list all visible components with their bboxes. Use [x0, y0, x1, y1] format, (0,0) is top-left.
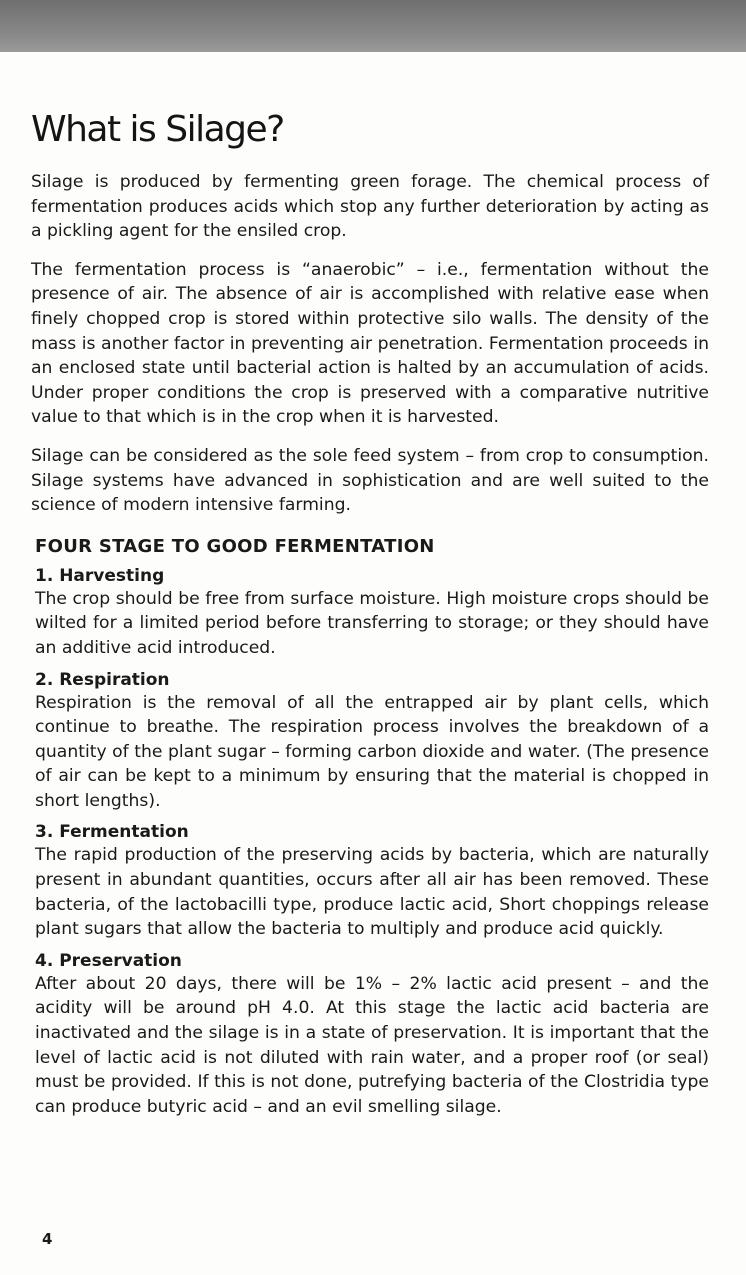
section-heading: FOUR STAGE TO GOOD FERMENTATION	[35, 535, 435, 557]
top-edge-band	[0, 0, 746, 52]
stage-heading: 1. Harvesting	[35, 565, 165, 586]
document-page	[31, 104, 709, 1127]
intro-paragraph-1: Silage is produced by fermenting green forage. The chemical process of fermentation produces acids which stop any further deterioration by acting as a pickling agent for the ensiled crop.	[31, 172, 709, 242]
stage-heading: 3. Fermentation	[35, 822, 189, 843]
stage-heading: 2. Respiration	[35, 669, 170, 690]
stage-text: The crop should be free from surface moisture. High moisture crops should be wilted for a limited period before transferring to storage; or they should have an additive acid introduced.	[35, 588, 709, 658]
stage-text: After about 20 days, there will be 1% – 2% lactic acid present – and the acidity will be around pH 4.0. At this stage the lactic acid bacteria are inactivated and the silage is in a state of preservation. It is important that the level of lactic acid is not diluted with rain water, and a proper roof (or seal) must be provided. If this is not done, putrefying bacteria of the Clostridia type can produce butyric acid – and an evil smelling silage.	[35, 973, 709, 1117]
stage-heading: 4. Preservation	[35, 950, 182, 971]
stage-text: Respiration is the removal of all the entrapped air by plant cells, which continue to breathe. The respiration process involves the breakdown of a quantity of the plant sugar – forming carbon dioxide and water. (The presence of air can be kept to a minimum by ensuring that the material is chopped in short lengths).	[35, 692, 709, 811]
stage-fermentation	[35, 821, 709, 941]
stage-harvesting	[35, 565, 709, 661]
page-title: What is Silage?	[31, 109, 284, 150]
stage-text: The rapid production of the preserving acids by bacteria, which are naturally present in abundant quantities, occurs after all air has been removed. These bacteria, of the lactobacilli type, produce lactic acid, Short choppings release plant sugars that allow the bacteria to multiply and produce acid quickly.	[35, 845, 709, 940]
stage-respiration	[35, 669, 709, 814]
intro-paragraph-3: Silage can be considered as the sole feed system – from crop to consumption. Silage systems have advanced in sophistication and are well suited to the science of modern intensive farming.	[31, 445, 709, 516]
intro-paragraph-2: The fermentation process is “anaerobic” – i.e., fermentation without the presence of air. The absence of air is accomplished with relative ease when finely chopped crop is stored within protective silo walls. The density of the mass is another factor in preventing air penetration. Fermentation proceeds in an enclosed state until bacterial action is halted by an accumulation of acids. Under proper conditions the crop is preserved with a comparative nutritive value to that which is in the crop when it is harvested.	[31, 259, 709, 428]
page-number: 4	[42, 1230, 53, 1248]
stage-preservation	[35, 950, 709, 1120]
